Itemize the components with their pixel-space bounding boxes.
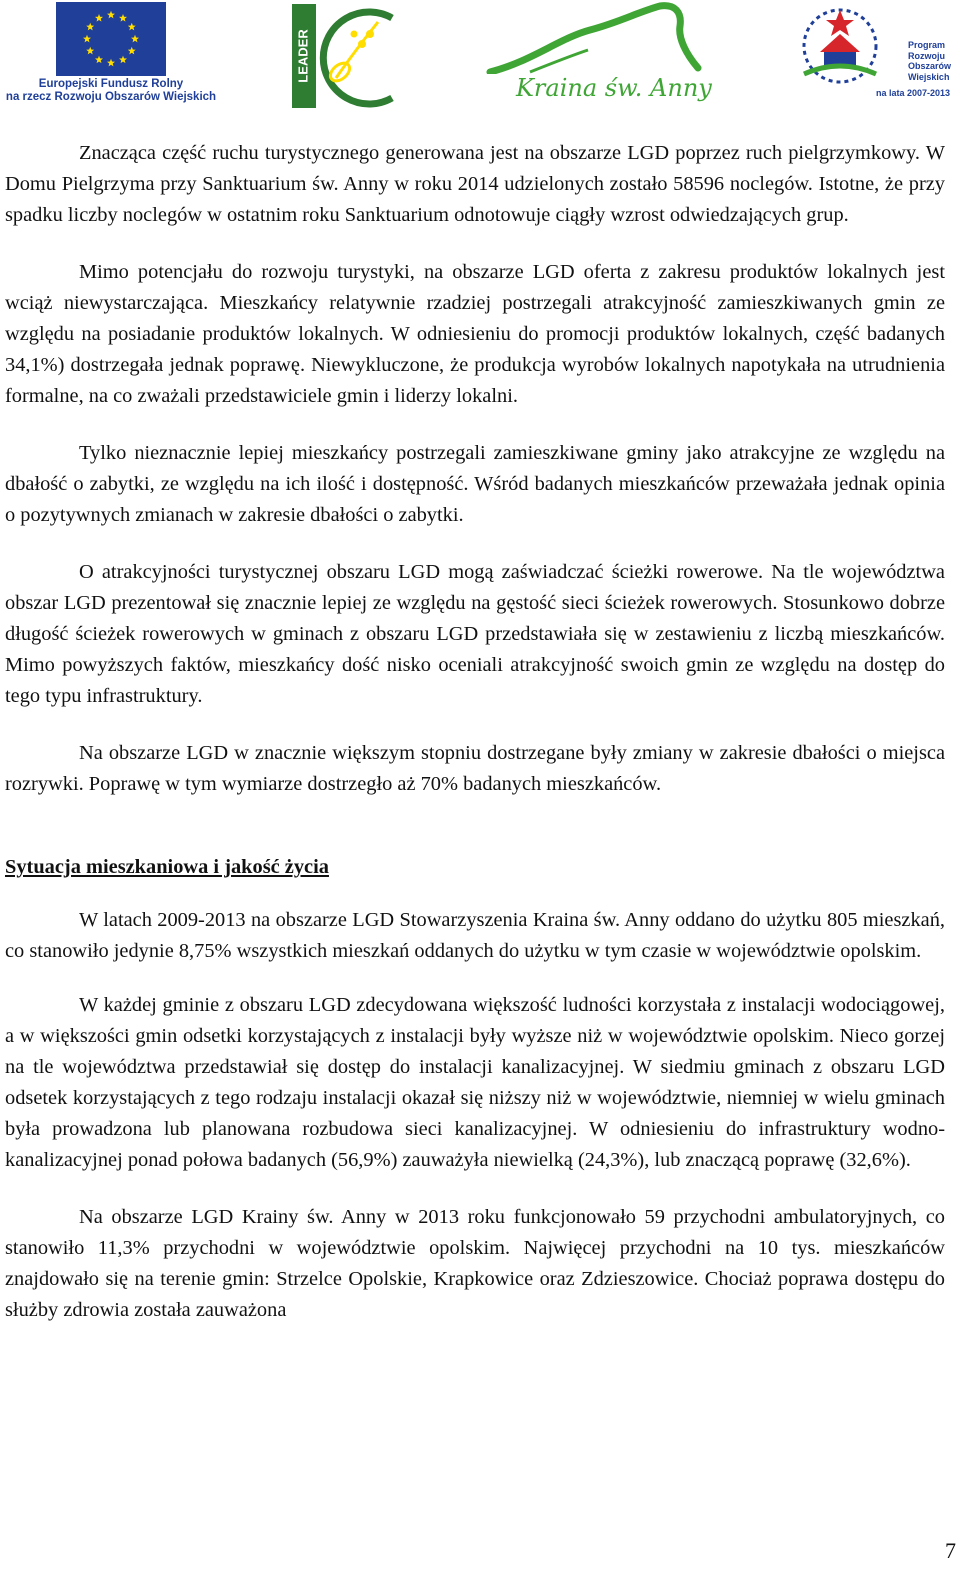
prow-line-2: Rozwoju — [908, 50, 945, 61]
prow-line-4: Wiejskich — [908, 71, 950, 82]
paragraph-housing: W latach 2009-2013 na obszarze LGD Stowarzyszenia Kraina św. Anny oddano do użytku 805 mieszkań, co stanowiło jedynie 8,75% wszystkich mieszkań oddanych do użytku w tym czasie w województwie opolskim. — [5, 909, 945, 962]
page-number: 7 — [945, 1538, 956, 1563]
prow-logo-icon — [790, 4, 956, 108]
paragraph-water-sewage: W każdej gminie z obszaru LGD zdecydowana większość ludności korzystała z instalacji wodociągowej, a w większości gmin odsetki korzystających z instalacji były wyższe niż w województwie opolskim. Nieco gorzej na tle województwa przedstawiał się dostęp do instalacji kanalizacyjnej. W siedmiu gminach z obszaru LGD odsetek korzystających z tego rodzaju instalacji okazał się niższy niż w województwie, niemniej w wielu gminach była prowadzona lub planowana rozbudowa sieci kanalizacyjnej. W odniesieniu do infrastruktury wodno-kanalizacyjnej ponad połowa badanych (56,9%) zauważyła niewielką (24,3%), lub znaczącą poprawę (32,6%). — [5, 994, 945, 1171]
kraina-logo-icon — [470, 2, 720, 108]
paragraph-pilgrimage-tourism: Znacząca część ruchu turystycznego generowana jest na obszarze LGD poprzez ruch pielgrzymkowy. W Domu Pielgrzyma przy Sanktuarium św. Anny w roku 2014 udzielonych zostało 58596 noclegów. Istotne, że przy spadku liczby noclegów w ostatnim roku Sanktuarium odnotowuje ciągły wzrost odwiedzających grup. — [5, 142, 945, 226]
prow-logo-text — [908, 40, 951, 82]
kraina-logo-text: Kraina św. Anny — [516, 74, 712, 102]
eu-caption-line-1: Europejski Fundusz Rolny — [38, 78, 184, 90]
prow-line-3: Obszarów — [908, 61, 952, 71]
paragraph-health-clinics: Na obszarze LGD Krainy św. Anny w 2013 roku funkcjonowało 59 przychodni ambulatoryjnych, co stanowiło 11,3% przychodni w województwie opolskim. Najwięcej przychodni na 10 tys. mieszkańców znajdowało się na terenie gmin: Strzelce Opolskie, Krapkowice oraz Zdzieszowice. Chociaż poprawa dostępu do służby zdrowia została zauważona — [5, 1206, 945, 1321]
leader-logo-text: LEADER — [295, 29, 311, 83]
eu-flag-icon — [56, 2, 166, 76]
paragraph-bike-paths: O atrakcyjności turystycznej obszaru LGD mogą zaświadczać ścieżki rowerowe. Na tle województwa obszar LGD prezentował się znacznie lepiej ze względu na gęstość sieci ścieżek rowerowych. Stosunkowo dobrze długość ścieżek rowerowych w gminach z obszaru LGD przedstawiała się w zestawieniu z liczbą mieszkańców. Mimo powyższych faktów, mieszkańcy dość nisko oceniali atrakcyjność swoich gmin ze względu na dostęp do tego typu infrastruktury. — [5, 561, 945, 707]
header-logos — [0, 0, 960, 112]
prow-years: na lata 2007-2013 — [876, 88, 951, 98]
document-body — [5, 138, 945, 1352]
section-heading: Sytuacja mieszkaniowa i jakość życia — [5, 856, 329, 878]
paragraph-monuments: Tylko nieznacznie lepiej mieszkańcy postrzegali zamieszkiwane gminy jako atrakcyjne ze względu na dbałość o zabytki, ze względu na ich ilość i dostępność. Wśród badanych mieszkańców przeważała jednak opinia o pozytywnych zmianach w zakresie dbałości o zabytki. — [5, 442, 945, 526]
paragraph-entertainment: Na obszarze LGD w znacznie większym stopniu dostrzegane były zmiany w zakresie dbałości o miejsca rozrywki. Poprawę w tym wymiarze dostrzegło aż 70% badanych mieszkańców. — [5, 742, 945, 795]
eu-logo — [4, 2, 218, 108]
eu-caption-line-2: na rzecz Rozwoju Obszarów Wiejskich — [5, 91, 217, 103]
leader-logo-icon — [292, 4, 394, 108]
prow-line-1: Program — [908, 40, 946, 50]
paragraph-local-products: Mimo potencjału do rozwoju turystyki, na obszarze LGD oferta z zakresu produktów lokalnych jest wciąż niewystarczająca. Mieszkańcy relatywnie rzadziej postrzegali atrakcyjność zamieszkiwanych gmin ze względu na posiadanie produktów lokalnych. W odniesieniu do promocji produktów lokalnych, część badanych 34,1%) dostrzegała jednak poprawę. Niewykluczone, że produkcja wyrobów lokalnych napotykała na utrudnienia formalne, na co zważali przedstawiciele gmin i liderzy lokalni. — [5, 261, 945, 407]
eu-logo-caption — [4, 78, 218, 104]
